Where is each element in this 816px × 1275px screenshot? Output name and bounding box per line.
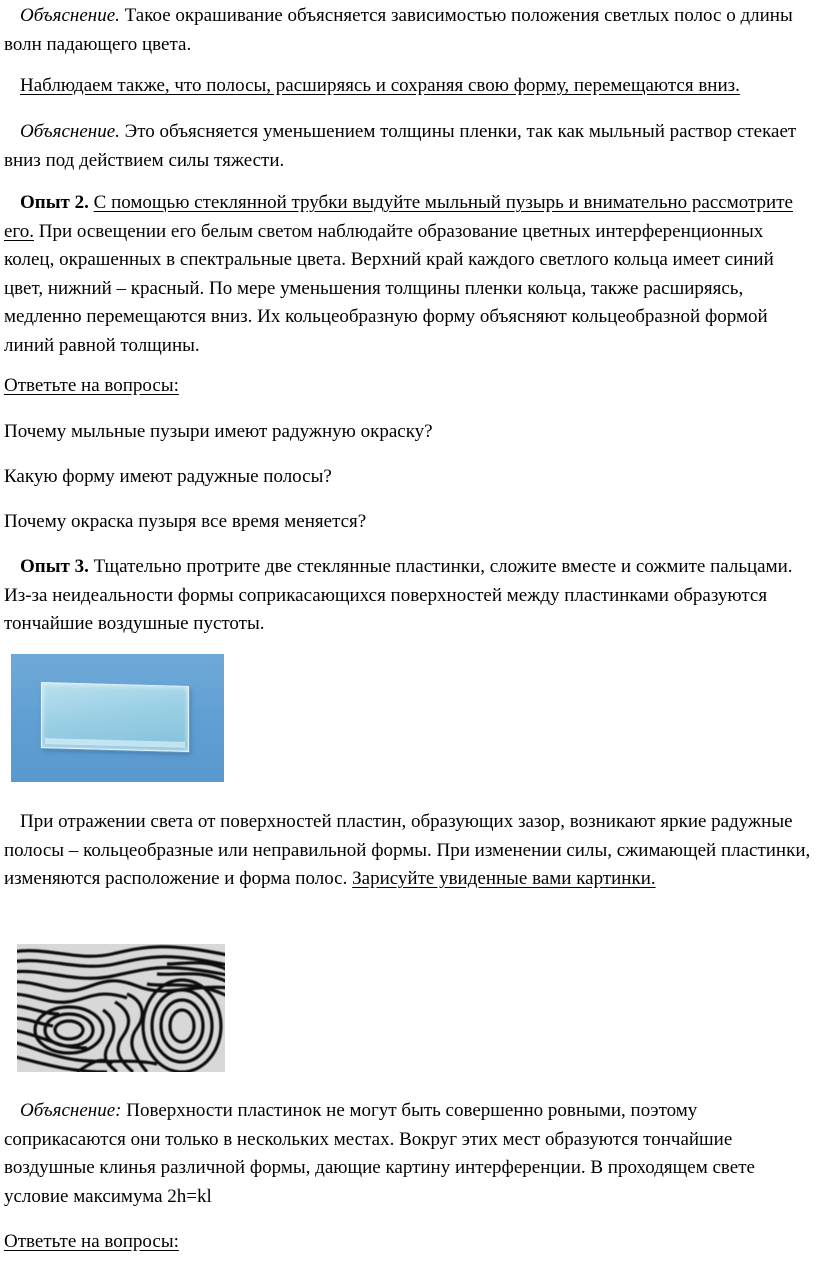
- explanation-label: Объяснение:: [20, 1100, 122, 1121]
- questions-heading: Ответьте на вопросы:: [4, 1231, 179, 1252]
- reflection-text: При отражении света от поверхностей пластин, образующих зазор, возникают яркие радужные полосы – кольцеобразные или неправильной формы. При изменении силы, сжимающей пластинки, изменяются расположение и форма полос.: [4, 811, 811, 889]
- glass-plate-photo: [11, 654, 224, 782]
- paragraph-experiment-2: [4, 189, 812, 360]
- explanation-text: Это объясняется уменьшением толщины пленки, так как мыльный раствор стекает вниз под действием силы тяжести.: [4, 121, 797, 171]
- paragraph-observation: [4, 72, 812, 101]
- experiment-title: Опыт 2.: [20, 192, 89, 213]
- paragraph-reflection: [4, 808, 812, 894]
- questions-heading: Ответьте на вопросы:: [4, 375, 179, 396]
- explanation-text: Поверхности пластинок не могут быть совершенно ровными, поэтому соприкасаются они только в нескольких местах. Вокруг этих мест образуются тончайшие воздушные клинья различной формы, дающие картину интерференции. В проходящем свете условие максимума 2h=kl: [4, 1100, 755, 1207]
- paragraph-explanation-1: [4, 2, 812, 59]
- experiment-title: Опыт 3.: [20, 556, 89, 577]
- experiment-instruction: С помощью стеклянной трубки выдуйте мыльный пузырь и внимательно рассмотрите его.: [4, 192, 793, 242]
- explanation-text: Такое окрашивание объясняется зависимостью положения светлых полос о длины волн падающего цвета.: [4, 5, 793, 55]
- experiment-text: При освещении его белым светом наблюдайте образование цветных интерференционных колец, окрашенных в спектральные цвета. Верхний край каждого светлого кольца имеет синий цвет, нижний – красный. По мере уменьшения толщины пленки кольца, также расширяясь, медленно перемещаются вниз. Их кольцеобразную форму объясняют кольцеобразной формой линий равной толщины.: [4, 220, 774, 356]
- question-1: Почему мыльные пузыри имеют радужную окраску?: [4, 421, 433, 442]
- question-2: Какую форму имеют радужные полосы?: [4, 466, 332, 487]
- question-3: Почему окраска пузыря все время меняется?: [4, 511, 367, 532]
- explanation-label: Объяснение.: [20, 5, 120, 26]
- fringes-image: [17, 944, 225, 1072]
- glass-plate: [41, 682, 189, 752]
- paragraph-explanation-3: [4, 1097, 812, 1211]
- experiment-text: Тщательно протрите две стеклянные пластинки, сложите вместе и сожмите пальцами. Из-за неидеальности формы соприкасающихся поверхностей между пластинками образуются тончайшие воздушные пустоты.: [4, 556, 793, 634]
- interference-fringes-photo: [17, 944, 225, 1072]
- paragraph-experiment-3: [4, 553, 812, 639]
- draw-instruction: Зарисуйте увиденные вами картинки.: [352, 868, 656, 889]
- explanation-label: Объяснение.: [20, 121, 120, 142]
- observation-text: Наблюдаем также, что полосы, расширяясь и сохраняя свою форму, перемещаются вниз.: [20, 75, 740, 96]
- paragraph-explanation-2: [4, 118, 812, 175]
